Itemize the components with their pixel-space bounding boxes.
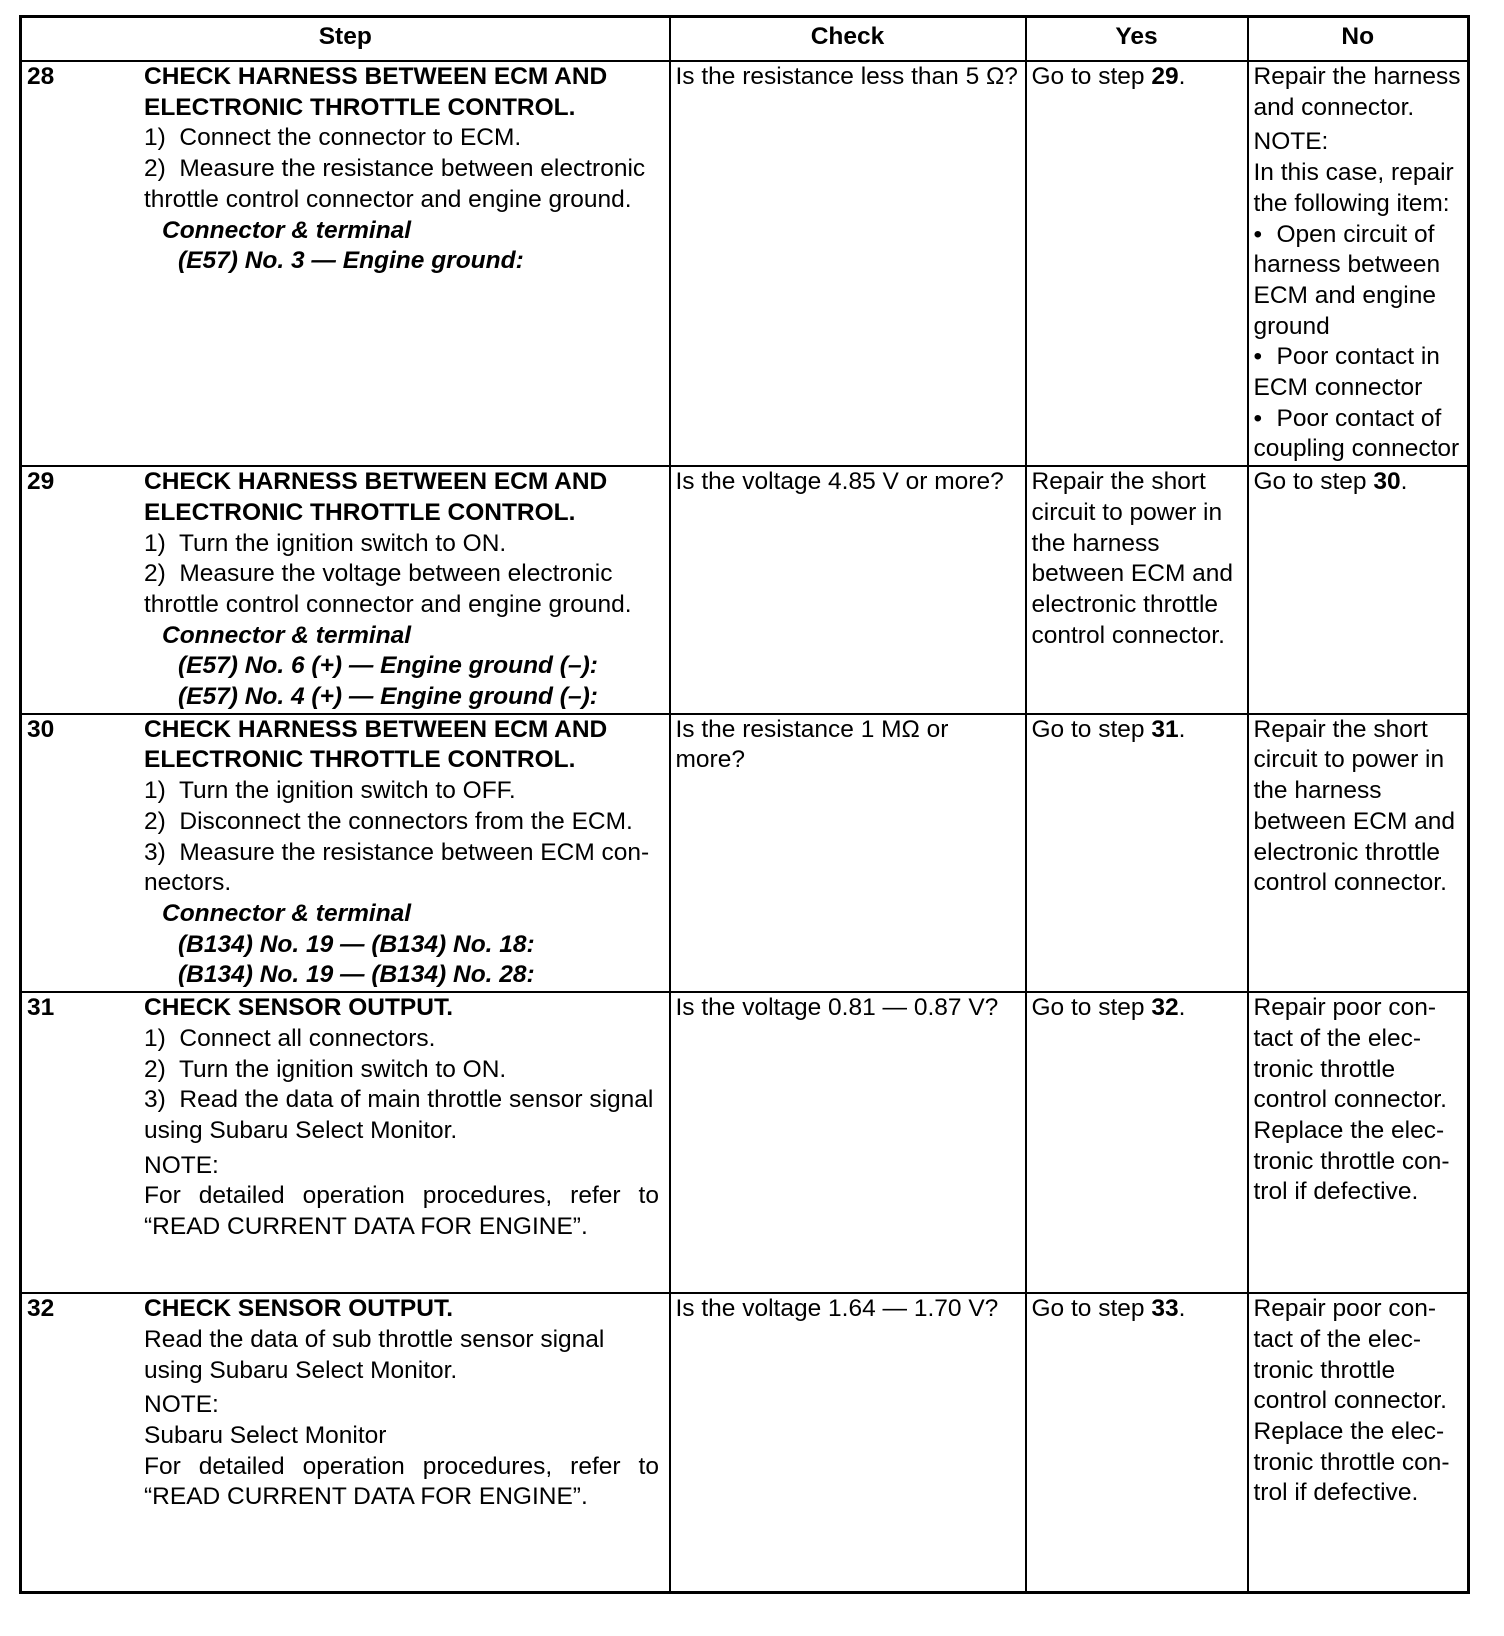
yes-text: Go to step: [1031, 63, 1152, 90]
yes-text-end: .: [1178, 994, 1186, 1022]
no-cell: Repair poor con-tact of the elec-tronic throttle control connector. Replace the elec-tronic throttle con-trol if defective.: [1248, 992, 1469, 1293]
bullet-item: • Poor contact of coupling connector: [1254, 404, 1464, 465]
check-cell: Is the resistance less than 5 Ω?: [670, 61, 1026, 466]
yes-text: Go to step: [1031, 715, 1152, 743]
step-instruction: 1) Connect all connectors.: [144, 1024, 436, 1052]
step-number: 32: [27, 1295, 55, 1323]
step-number: 31: [27, 994, 55, 1022]
step-cell: [21, 992, 670, 1293]
step-instruction: 2) Measure the voltage between electronic throttle control connector and engine ground.: [144, 560, 632, 618]
yes-step-link: 32: [1151, 994, 1179, 1022]
yes-text-end: .: [1178, 63, 1186, 90]
step-title: CHECK HARNESS BETWEEN ECM AND ELECTRONIC THROTTLE CONTROL.: [144, 715, 608, 774]
step-instruction: 2) Disconnect the connectors from the ECM.: [144, 807, 633, 835]
table-row-step-30: [21, 714, 1469, 992]
step-title: CHECK HARNESS BETWEEN ECM AND ELECTRONIC THROTTLE CONTROL.: [144, 468, 608, 526]
note-text: Subaru Select Monitor: [144, 1421, 387, 1449]
connector-terminal: (E57) No. 3 — Engine ground:: [178, 247, 524, 275]
step-cell: [21, 466, 670, 714]
step-instruction: 1) Turn the ignition switch to OFF.: [144, 777, 516, 805]
yes-cell: Repair the short circuit to power in the harness between ECM and electronic throttle control connector.: [1026, 466, 1248, 714]
yes-step-link: 31: [1151, 715, 1179, 743]
no-text: Repair the harness and connector.: [1253, 63, 1461, 121]
step-instruction: 3) Read the data of main throttle sensor signal using Subaru Select Monitor.: [144, 1086, 661, 1144]
connector-heading: Connector & terminal: [162, 899, 412, 927]
yes-text-end: .: [1178, 1295, 1186, 1323]
header-no: No: [1248, 17, 1469, 62]
yes-text-end: .: [1178, 715, 1186, 743]
yes-cell: [1026, 992, 1248, 1293]
no-cell: Repair poor con-tact of the elec-tronic throttle control connector. Replace the elec-tronic throttle con-trol if defective.: [1248, 1293, 1469, 1592]
note-label: NOTE:: [144, 1391, 219, 1419]
no-step-link: 30: [1373, 468, 1401, 496]
note-text: For detailed operation procedures, refer to “READ CURRENT DATA FOR ENGINE”.: [144, 1182, 659, 1241]
step-title: CHECK SENSOR OUTPUT.: [144, 1295, 454, 1323]
step-cell: [21, 61, 670, 466]
check-cell: Is the voltage 1.64 — 1.70 V?: [670, 1293, 1026, 1592]
note-text: For detailed operation procedures, refer to “READ CURRENT DATA FOR ENGINE”.: [144, 1452, 659, 1511]
no-cell: Repair the short circuit to power in the harness between ECM and electronic throttle control connector.: [1248, 714, 1469, 992]
check-cell: Is the voltage 4.85 V or more?: [670, 466, 1026, 714]
yes-cell: [1026, 61, 1248, 466]
bullet-item: • Poor contact in ECM connector: [1254, 342, 1464, 403]
connector-heading: Connector & terminal: [162, 621, 412, 649]
header-check: Check: [670, 17, 1026, 62]
no-cell: [1248, 466, 1469, 714]
step-number: 28: [27, 63, 55, 90]
yes-cell: [1026, 714, 1248, 992]
check-cell: Is the resistance 1 MΩ or more?: [670, 714, 1026, 992]
step-instruction: 3) Measure the resistance between ECM con-nectors.: [144, 838, 650, 897]
no-cell: [1248, 61, 1469, 466]
connector-heading: Connector & terminal: [162, 216, 412, 244]
connector-terminal: (E57) No. 6 (+) — Engine ground (–):: [178, 652, 598, 680]
no-text-end: .: [1400, 468, 1408, 496]
step-instruction: 1) Connect the connector to ECM.: [144, 124, 522, 152]
diagnostic-procedure-table-wrapper: [19, 15, 1470, 1594]
step-title: CHECK SENSOR OUTPUT.: [144, 994, 454, 1022]
connector-terminal: (B134) No. 19 — (B134) No. 18:: [178, 930, 535, 958]
diagnostic-procedure-table: [19, 15, 1470, 1594]
header-step: Step: [21, 17, 670, 62]
step-instruction: 2) Turn the ignition switch to ON.: [144, 1055, 507, 1083]
step-number: 30: [27, 715, 55, 743]
yes-text: Go to step: [1031, 994, 1152, 1022]
step-title: CHECK HARNESS BETWEEN ECM AND ELECTRONIC THROTTLE CONTROL.: [144, 63, 608, 121]
note-label: NOTE:: [1253, 128, 1329, 156]
table-row-step-31: [21, 992, 1469, 1293]
step-instruction: Read the data of sub throttle sensor signal using Subaru Select Monitor.: [144, 1325, 612, 1384]
step-instruction: 2) Measure the resistance between electronic throttle control connector and engine ground.: [144, 155, 652, 213]
step-number: 29: [27, 468, 55, 496]
connector-terminal: (E57) No. 4 (+) — Engine ground (–):: [178, 683, 598, 711]
step-cell: [21, 1293, 670, 1592]
note-text: In this case, repair the following item:: [1253, 159, 1454, 217]
header-yes: Yes: [1026, 17, 1248, 62]
table-row-step-29: [21, 466, 1469, 714]
connector-terminal: (B134) No. 19 — (B134) No. 28:: [178, 961, 535, 989]
step-instruction: 1) Turn the ignition switch to ON.: [144, 529, 507, 557]
yes-step-link: 29: [1151, 63, 1179, 90]
check-cell: Is the voltage 0.81 — 0.87 V?: [670, 992, 1026, 1293]
table-row-step-28: [21, 61, 1469, 466]
yes-cell: [1026, 1293, 1248, 1592]
table-row-step-32: [21, 1293, 1469, 1592]
header-row: [21, 17, 1469, 62]
no-text: Go to step: [1253, 468, 1374, 496]
note-label: NOTE:: [144, 1151, 219, 1179]
yes-text: Go to step: [1031, 1295, 1152, 1323]
step-cell: [21, 714, 670, 992]
yes-step-link: 33: [1151, 1295, 1179, 1323]
bullet-item: • Open circuit of harness between ECM and engine ground: [1254, 220, 1464, 343]
